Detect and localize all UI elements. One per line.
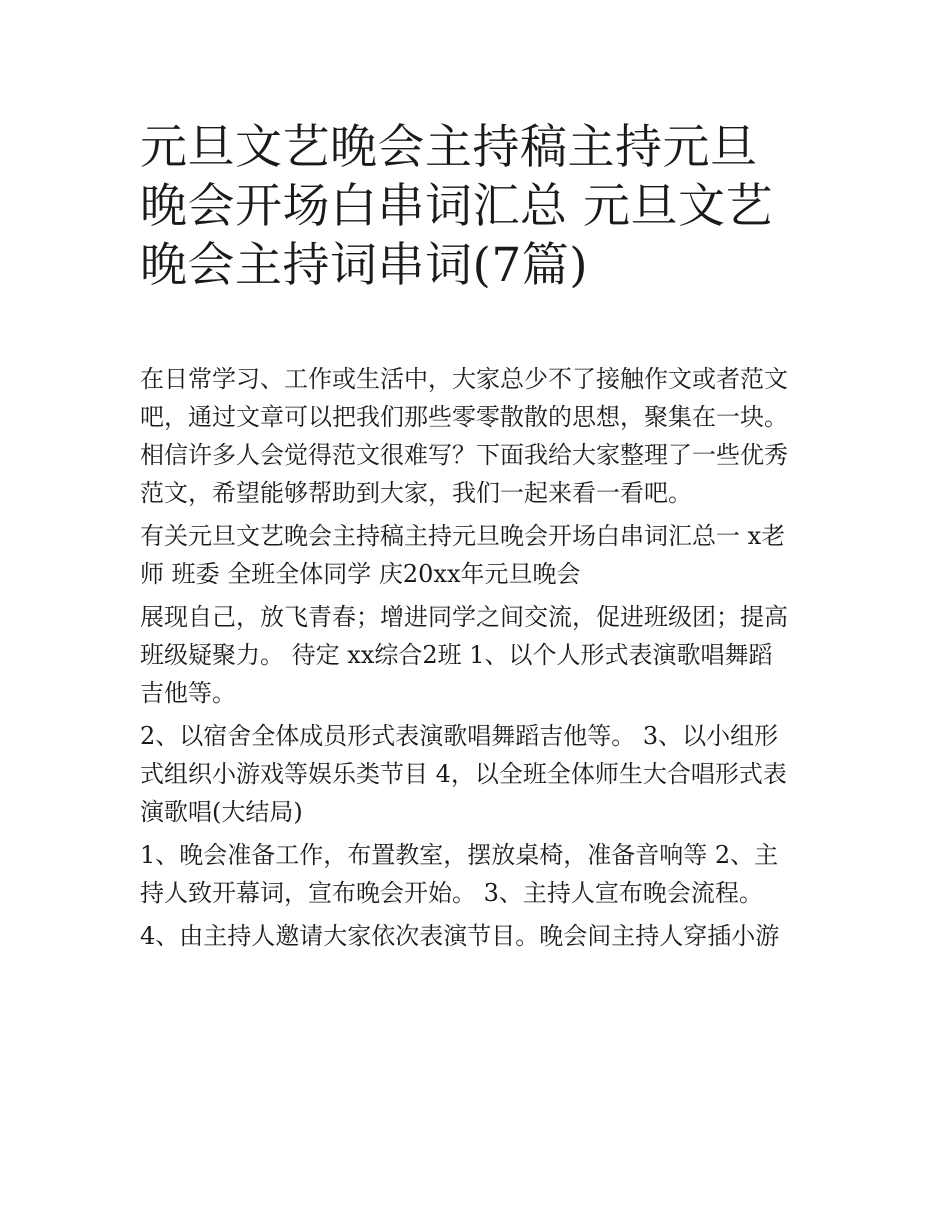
paragraph-section-one: 有关元旦文艺晚会主持稿主持元旦晚会开场白串词汇总一 x老 师 班委 全班全体同学 庆20xx年元旦晚会 xyxy=(140,522,786,588)
paragraph-intro: 在日常学习、工作或生活中，大家总少不了接触作文或者范文 吧，通过文章可以把我们那些零零散散的思想，聚集在一块。 相信许多人会觉得范文很难写？下面我给大家整理了一些优秀 范文，希望能够帮助到大家，我们一起来看一看吧。 xyxy=(140,365,788,507)
document-title: 元旦文艺晚会主持稿主持元旦 晚会开场白串词汇总 元旦文艺 晚会主持词串词(7篇) xyxy=(140,120,773,293)
paragraph-forms: 2、以宿舍全体成员形式表演歌唱舞蹈吉他等。 3、以小组形 式组织小游戏等娱乐类节目 4，以全班全体师生大合唱形式表 演歌唱(大结局) xyxy=(140,722,787,826)
document-body xyxy=(140,360,830,955)
paragraph-preparation: 1、晚会准备工作，布置教室，摆放桌椅，准备音响等 2、主 持人致开幕词，宣布晚会开始。 3、主持人宣布晚会流程。 xyxy=(140,841,779,907)
paragraph-performance: 4、由主持人邀请大家依次表演节目。晚会间主持人穿插小游 xyxy=(140,922,780,950)
paragraph-purpose: 展现自己，放飞青春；增进同学之间交流，促进班级团；提高 班级疑聚力。 待定 xx综合2班 1、以个人形式表演歌唱舞蹈 吉他等。 xyxy=(140,603,788,707)
